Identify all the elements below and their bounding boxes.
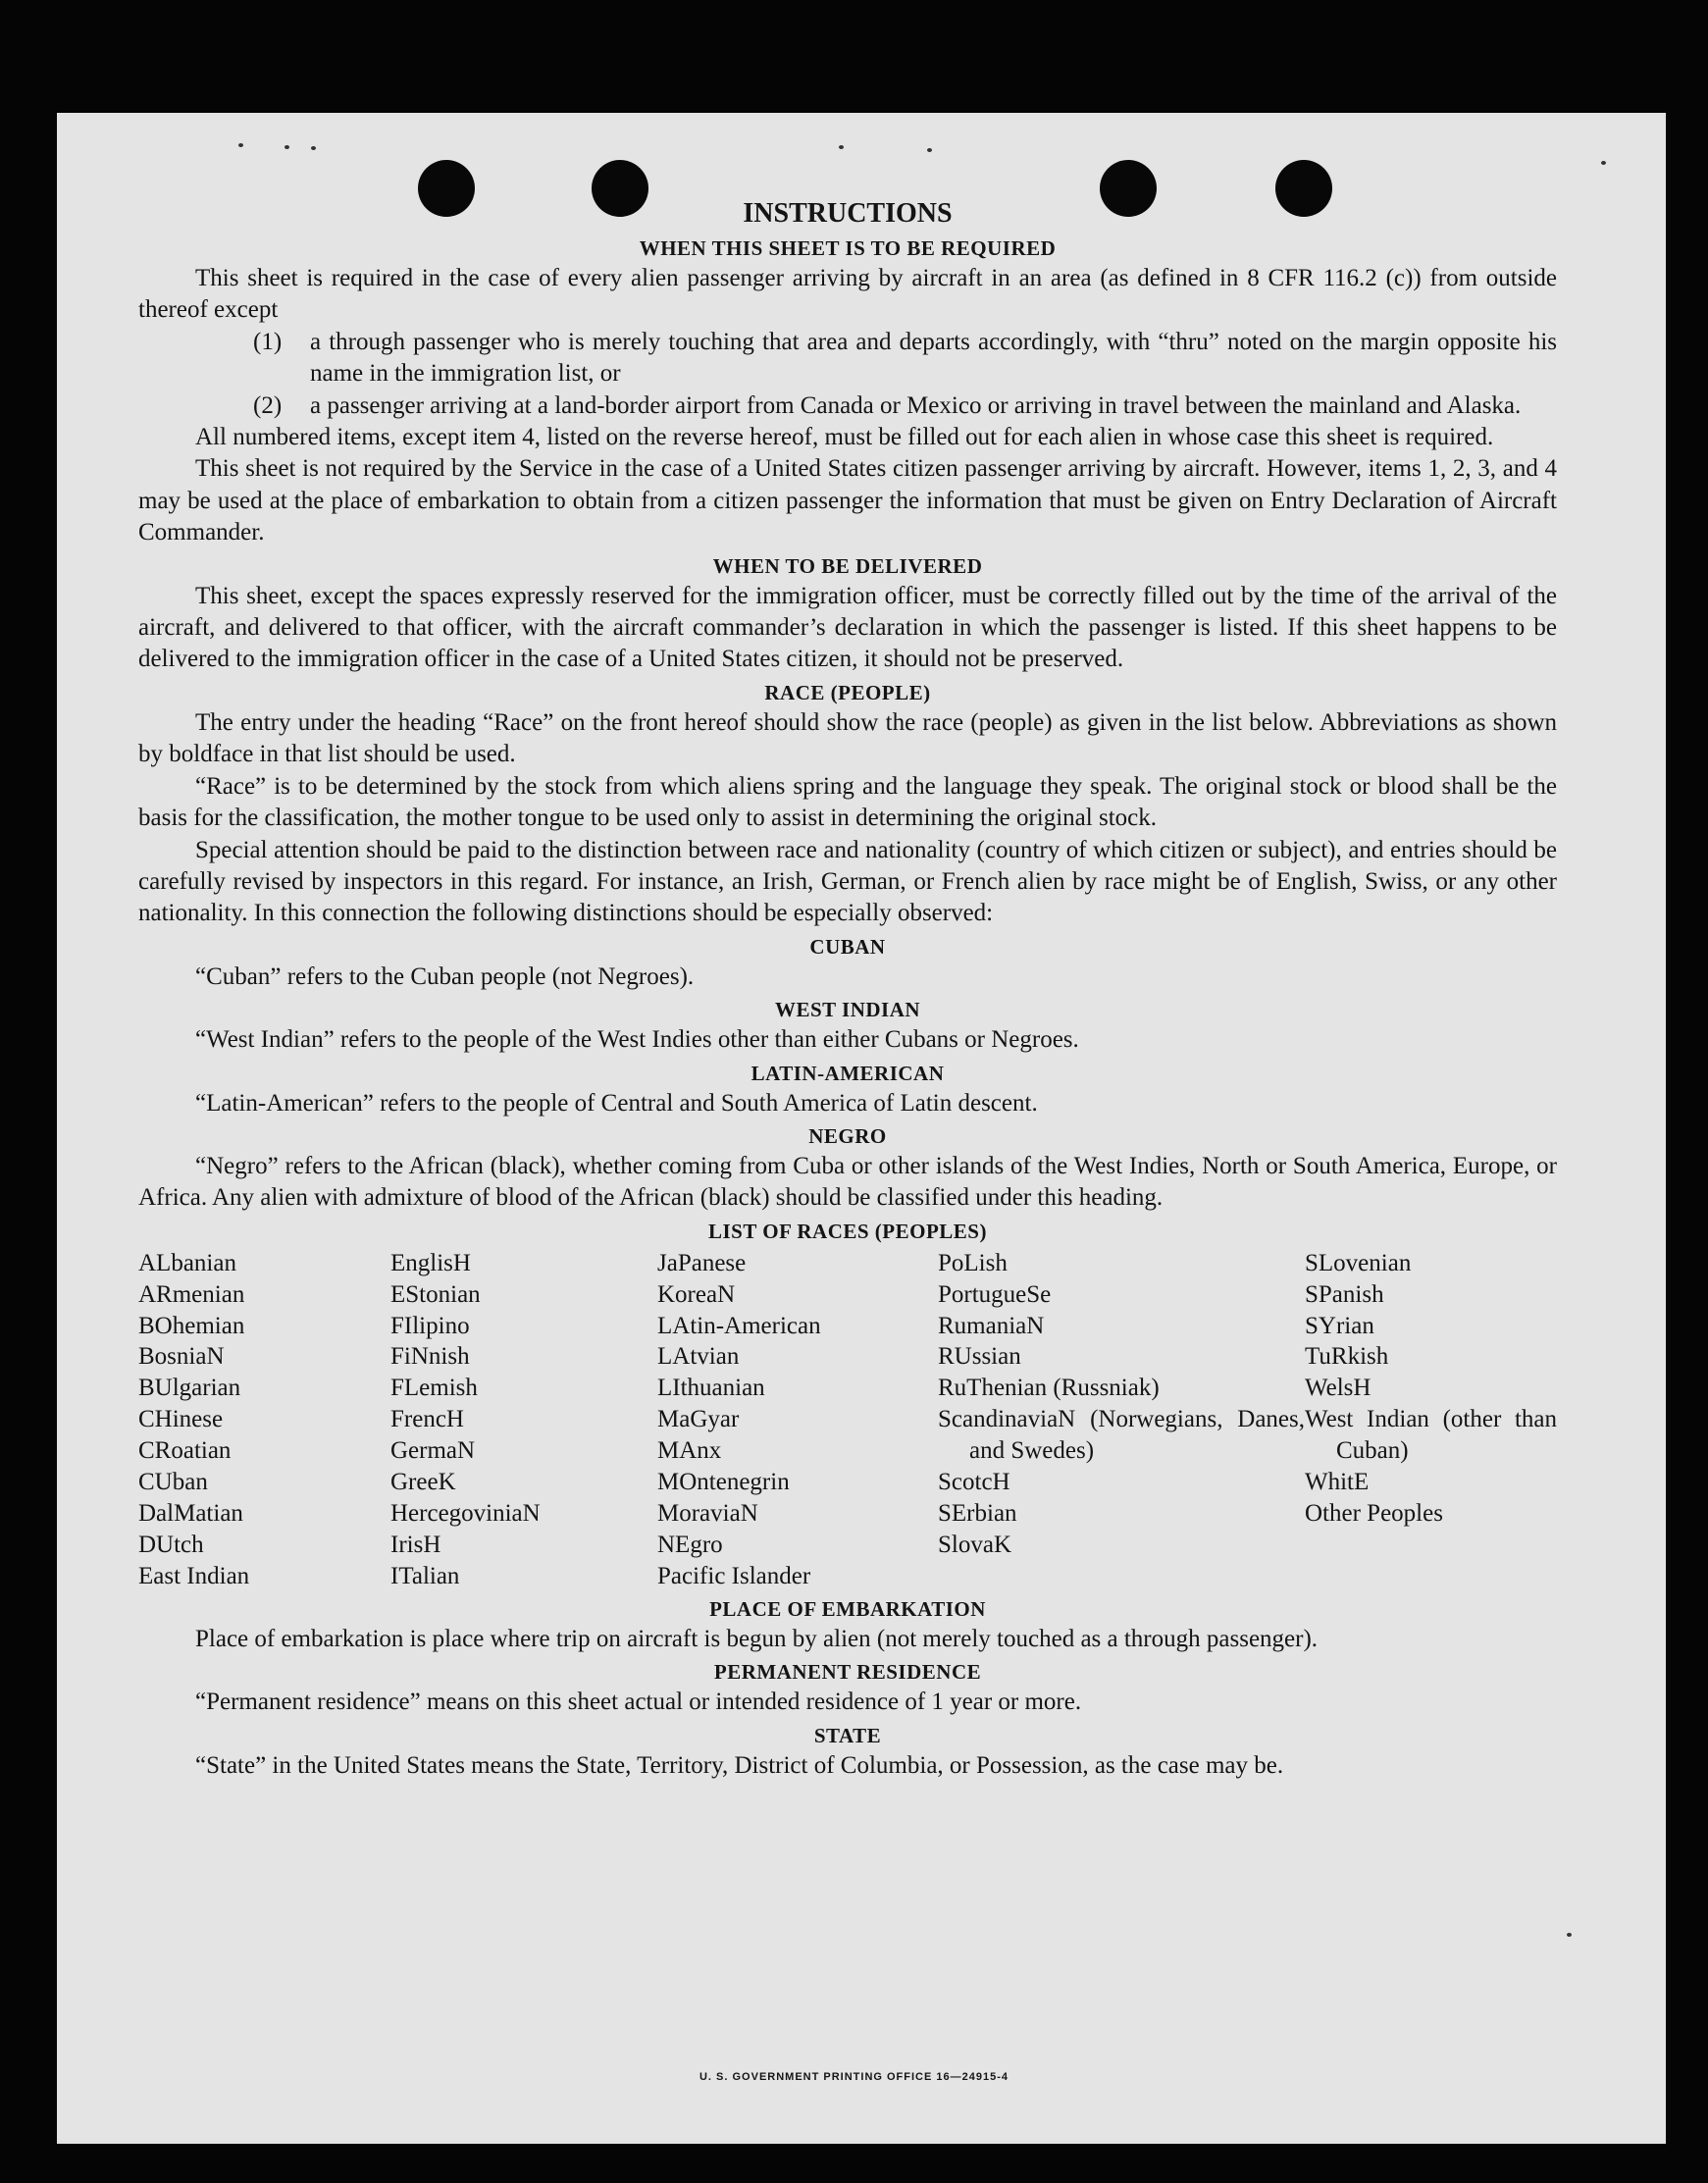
race-item: FIlipino xyxy=(390,1312,470,1339)
section-heading-race: RACE (PEOPLE) xyxy=(764,680,931,704)
numbered-items-paragraph: All numbered items, except item 4, listed on the reverse hereof, must be filled out for each alien in whose case this sheet is required. xyxy=(195,424,1494,451)
race-item: Other Peoples xyxy=(1305,1500,1443,1527)
when-delivered-text: This sheet, except the spaces expressly reserved for the immigration officer, must be correctly filled out by the time of the arrival of the aircraft, and delivered to that officer, with the aircraft commander’s declaration in which the passenger is listed. If this sheet happens to be delivered to the immigration officer in the case of a United States citizen, it should not be preserved. xyxy=(138,582,1557,673)
section-heading-latin-american: LATIN-AMERICAN xyxy=(750,1061,945,1085)
document-title: INSTRUCTIONS xyxy=(743,198,953,229)
section-heading-when-delivered: WHEN TO BE DELIVERED xyxy=(712,553,983,578)
section-heading-residence: PERMANENT RESIDENCE xyxy=(713,1660,982,1685)
race-item: FrencH xyxy=(390,1406,464,1433)
exception-item xyxy=(253,327,1557,390)
section-heading-state: STATE xyxy=(813,1723,882,1747)
exception-text: a through passenger who is merely touching that area and departs accordingly, with “thru” noted on the margin opposite his name in the immigration list, or xyxy=(310,328,1557,388)
race-item: ARmenian xyxy=(138,1280,245,1308)
race-item: LIthuanian xyxy=(657,1375,765,1402)
paper-speck xyxy=(1601,161,1606,165)
section-heading-embarkation: PLACE OF EMBARKATION xyxy=(709,1596,986,1621)
printer-imprint: U. S. GOVERNMENT PRINTING OFFICE 16—24915-4 xyxy=(699,2071,1009,2083)
race-item: GermaN xyxy=(390,1437,476,1465)
race-item: EStonian xyxy=(390,1280,481,1308)
race-item: SLovenian xyxy=(1305,1249,1412,1276)
race-item: RuThenian (Russniak) xyxy=(938,1375,1160,1402)
race-item: HercegoviniaN xyxy=(390,1500,541,1527)
race-item: SErbian xyxy=(938,1500,1017,1527)
race-item: DUtch xyxy=(138,1531,204,1558)
exception-item xyxy=(253,390,1557,422)
exception-text: a passenger arriving at a land-border airport from Canada or Mexico or arriving in travel between the mainland and Alaska. xyxy=(310,391,1522,419)
section-heading-west-indian: WEST INDIAN xyxy=(774,998,921,1022)
race-item: WelsH xyxy=(1305,1375,1372,1402)
paper-speck xyxy=(1567,1933,1572,1937)
race-paragraph: “Race” is to be determined by the stock from which aliens spring and the language they speak. The original stock or blood shall be the basis for the classification, the mother tongue to be used only to assist in determining the original stock. xyxy=(138,772,1557,832)
race-item: FiNnish xyxy=(390,1343,470,1371)
race-column xyxy=(657,1248,938,1592)
race-item: CHinese xyxy=(138,1406,224,1433)
race-column xyxy=(138,1248,390,1592)
race-item: RUssian xyxy=(938,1343,1021,1371)
race-item: WhitE xyxy=(1305,1469,1370,1496)
section-heading-when-required: WHEN THIS SHEET IS TO BE REQUIRED xyxy=(639,236,1057,260)
section-heading-list-of-races: LIST OF RACES (PEOPLES) xyxy=(708,1219,987,1243)
race-item: ALbanian xyxy=(138,1249,236,1276)
race-item: MoraviaN xyxy=(657,1500,758,1527)
race-item: LAtvian xyxy=(657,1343,740,1371)
paper-speck xyxy=(285,145,289,149)
paper-speck xyxy=(238,143,243,147)
race-item: ScandinaviaN (Norwegians, Danes, and Swedes) xyxy=(938,1406,1305,1465)
race-item: MAnx xyxy=(657,1437,722,1465)
paper-speck xyxy=(927,148,932,152)
race-item: GreeK xyxy=(390,1469,456,1496)
race-item: JaPanese xyxy=(657,1249,747,1276)
exception-number: (2) xyxy=(253,391,283,419)
race-paragraph: Special attention should be paid to the distinction between race and nationality (country of which citizen or subject), and entries should be carefully revised by inspectors in this regard. For instance, an Irish, German, or French alien by race might be of English, Swiss, or any other nationality. In this connection the following distinctions should be especially observed: xyxy=(138,836,1557,927)
west-indian-text: “West Indian” refers to the people of the West Indies other than either Cubans or Negroes. xyxy=(195,1026,1079,1054)
residence-text: “Permanent residence” means on this sheet actual or intended residence of 1 year or more. xyxy=(195,1689,1082,1716)
paper-speck xyxy=(311,146,316,150)
race-item: IrisH xyxy=(390,1531,441,1558)
race-item: SlovaK xyxy=(938,1531,1011,1558)
race-item: CRoatian xyxy=(138,1437,232,1465)
race-item: PortugueSe xyxy=(938,1280,1052,1308)
exception-number: (1) xyxy=(253,328,283,355)
race-item: NEgro xyxy=(657,1531,723,1558)
instructions-content xyxy=(138,196,1557,1782)
section-heading-negro: NEGRO xyxy=(808,1123,887,1148)
race-item: BosniaN xyxy=(138,1343,225,1371)
paper-speck xyxy=(839,145,844,149)
embarkation-text: Place of embarkation is place where trip on aircraft is begun by alien (not merely touched as a through passenger). xyxy=(195,1625,1319,1652)
race-item: LAtin-American xyxy=(657,1312,821,1339)
race-item: TuRkish xyxy=(1305,1343,1389,1371)
race-column xyxy=(938,1248,1305,1592)
citizen-paragraph: This sheet is not required by the Service in the case of a United States citizen passenger arriving by aircraft. However, items 1, 2, 3, and 4 may be used at the place of embarkation to obtain from a citizen passenger the information that must be given on Entry Declaration of Aircraft Commander. xyxy=(138,455,1557,546)
race-item: ITalian xyxy=(390,1562,460,1589)
race-item: MOntenegrin xyxy=(657,1469,790,1496)
race-column xyxy=(390,1248,657,1592)
race-item: KoreaN xyxy=(657,1280,736,1308)
race-item: Pacific Islander xyxy=(657,1562,811,1589)
race-item: ScotcH xyxy=(938,1469,1010,1496)
race-item: East Indian xyxy=(138,1562,250,1589)
race-item: SPanish xyxy=(1305,1280,1384,1308)
race-item: BUlgarian xyxy=(138,1375,241,1402)
when-required-intro: This sheet is required in the case of every alien passenger arriving by aircraft in an area (as defined in 8 CFR 116.2 (c)) from outside thereof except xyxy=(138,265,1557,324)
race-item: DalMatian xyxy=(138,1500,243,1527)
race-list xyxy=(138,1248,1557,1592)
latin-american-text: “Latin-American” refers to the people of Central and South America of Latin descent. xyxy=(195,1089,1038,1117)
race-item: FLemish xyxy=(390,1375,478,1402)
race-item: RumaniaN xyxy=(938,1312,1045,1339)
race-column xyxy=(1305,1248,1557,1592)
section-heading-cuban: CUBAN xyxy=(809,934,886,959)
cuban-text: “Cuban” refers to the Cuban people (not Negroes). xyxy=(195,962,695,990)
race-item: EnglisH xyxy=(390,1249,471,1276)
race-item: CUban xyxy=(138,1469,208,1496)
race-item: SYrian xyxy=(1305,1312,1374,1339)
race-paragraph: The entry under the heading “Race” on the front hereof should show the race (people) as given in the list below. Abbreviations as shown by boldface in that list should be used. xyxy=(138,708,1557,768)
state-text: “State” in the United States means the State, Territory, District of Columbia, or Possession, as the case may be. xyxy=(195,1751,1284,1779)
race-item: MaGyar xyxy=(657,1406,740,1433)
negro-text: “Negro” refers to the African (black), whether coming from Cuba or other islands of the West Indies, North or South America, Europe, or Africa. Any alien with admixture of blood of the African (black) should be classified under this heading. xyxy=(138,1152,1557,1212)
race-item: PoLish xyxy=(938,1249,1008,1276)
race-item: BOhemian xyxy=(138,1312,245,1339)
race-item: West Indian (other than Cuban) xyxy=(1305,1406,1557,1465)
